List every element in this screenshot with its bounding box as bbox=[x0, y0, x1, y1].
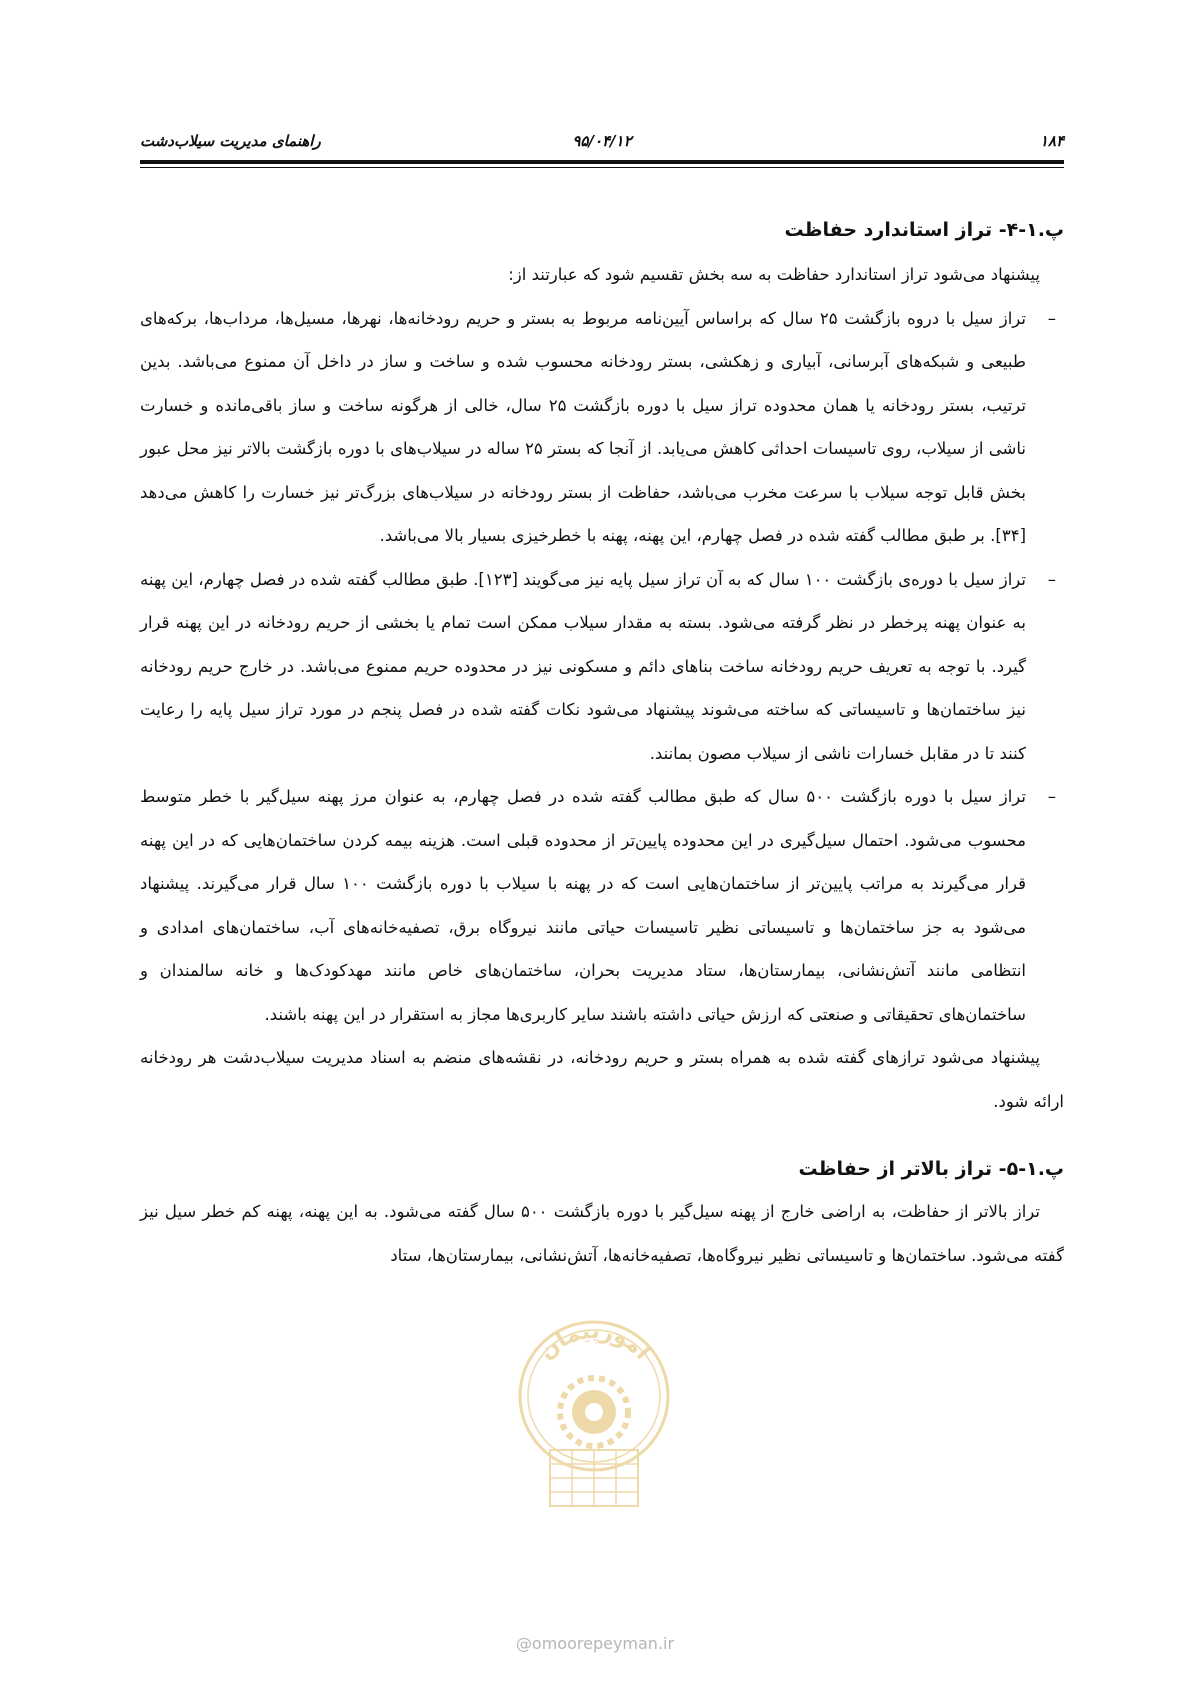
watermark-url: @omoorepeyman.ir bbox=[515, 1634, 675, 1653]
page-header bbox=[140, 128, 1064, 154]
list-item bbox=[140, 297, 1056, 558]
list-bullet: – bbox=[1047, 308, 1056, 328]
list-item bbox=[140, 775, 1056, 1036]
list-bullet: – bbox=[1047, 569, 1056, 589]
section-paragraph: تراز بالاتر از حفاظت، به اراضی خارج از پهنه سیل‌گیر با دوره بازگشت ۵۰۰ سال گفته می‌شود. به این پهنه، پهنه کم خطر سیل نیز گفته می‌شود. ساختمان‌ها و تاسیساتی نظیر نیروگاه‌ها، تصفیه‌خانه‌ها، آتش‌نشانی، بیمارستان‌ها، ستاد bbox=[140, 1202, 1064, 1265]
document-body bbox=[140, 212, 1064, 1277]
list-item-text: تراز سیل با دروه بازگشت ۲۵ سال که براساس آیین‌نامه مربوط به بستر و حریم رودخانه‌ها، نهرها، مسیل‌ها، مرداب‌ها، برکه‌های طبیعی و شبکه‌های آبرسانی، آبیاری و زهکشی، بستر رودخانه محسوب شده و ساخت و ساز در داخل آن ممنوع می‌باشد. بدین ترتیب، بستر رودخانه یا همان محدوده تراز سیل با دوره بازگشت ۲۵ سال، خالی از هرگونه ساخت و ساز باقی‌مانده و خسارت ناشی از سیلاب، روی تاسیسات احداثی کاهش می‌یابد. از آنجا که بستر ۲۵ ساله در سیلاب‌های با دوره بازگشت بالاتر نیز محل عبور بخش قابل توجه سیلاب با سرعت مخرب می‌باشد، حفاظت از بستر رودخانه در سیلاب‌های بزرگ‌تر نیز خسارت را کاهش می‌دهد [۳۴]. بر طبق مطالب گفته شده در فصل چهارم، این پهنه، پهنه با خطرخیزی بسیار بالا می‌باشد. bbox=[140, 308, 1026, 545]
header-rule-thick bbox=[140, 160, 1064, 164]
list-item-text: تراز سیل با دوره‌ی بازگشت ۱۰۰ سال که به آن تراز سیل پایه نیز می‌گویند [۱۲۳]. طبق مطالب گفته شده در فصل چهارم، این پهنه به عنوان پهنه پرخطر در نظر گرفته می‌شود. بسته به مقدار سیلاب ممکن است تمام یا بخشی از حریم رودخانه در این پهنه قرار گیرد. با توجه به تعریف حریم رودخانه ساخت بناهای دائم و مسکونی نیز در محدوده حریم ممنوع می‌باشد. در خارج حریم رودخانه نیز ساختمان‌ها و تاسیساتی که ساخته می‌شوند پیشنهاد می‌شود نکات گفته شده در فصل پنجم در مورد تراز سیل پایه را رعایت کنند تا در مقابل خسارات ناشی از سیلاب مصون بمانند. bbox=[140, 569, 1026, 763]
page-number: ۱۸۴ bbox=[1039, 132, 1064, 150]
list-item-text: تراز سیل با دوره بازگشت ۵۰۰ سال که طبق مطالب گفته شده در فصل چهارم، به عنوان مرز پهنه سیل‌گیر با خطر متوسط محسوب می‌شود. احتمال سیل‌گیری در این محدوده پایین‌تر از محدوده قبلی است. هزینه بیمه کردن ساختمان‌هایی که در این پهنه قرار می‌گیرند به مراتب پایین‌تر از ساختمان‌هایی است که در پهنه با سیلاب با دوره بازگشت ۱۰۰ سال قرار می‌گیرند. پیشنهاد می‌شود به جز ساختمان‌ها و تاسیساتی نظیر تاسیسات حیاتی مانند نیروگاه برق، تصفیه‌خانه‌های آب، ساختمان‌های امدادی و انتظامی مانند آتش‌نشانی، بیمارستان‌ها، ستاد مدیریت بحران، ساختمان‌های خاص مانند مهدکودک‌ها و خانه سالمندان و ساختمان‌های تحقیقاتی و صنعتی که ارزش حیاتی داشته باشند سایر کاربری‌ها مجاز به استقرار در این پهنه باشند. bbox=[140, 787, 1026, 1024]
section-closing-paragraph: پیشنهاد می‌شود ترازهای گفته شده به همراه بستر و حریم رودخانه، در نقشه‌های منضم به اسناد مدیریت سیلاب‌دشت هر رودخانه ارائه شود. bbox=[140, 1048, 1064, 1111]
watermark-logo-text: امورپیمان bbox=[534, 1318, 655, 1365]
list-bullet: – bbox=[1047, 787, 1056, 806]
section-heading-above-protection: پ.۱-۵- تراز بالاتر از حفاظت bbox=[798, 1158, 1064, 1180]
list-item bbox=[140, 558, 1056, 776]
header-date: ۹۵/۰۴/۱۲ bbox=[572, 132, 632, 150]
book-title: راهنمای مدیریت سیلاب‌دشت bbox=[140, 132, 321, 150]
protection-levels-list bbox=[140, 297, 1064, 1037]
section-heading-standard-protection: پ.۱-۴- تراز استاندارد حفاظت bbox=[784, 219, 1064, 241]
section-intro: پیشنهاد می‌شود تراز استاندارد حفاظت به سه بخش تقسیم شود که عبارتند از: bbox=[508, 265, 1040, 284]
header-rule-thin bbox=[140, 167, 1064, 168]
watermark-logo bbox=[512, 1314, 676, 1514]
